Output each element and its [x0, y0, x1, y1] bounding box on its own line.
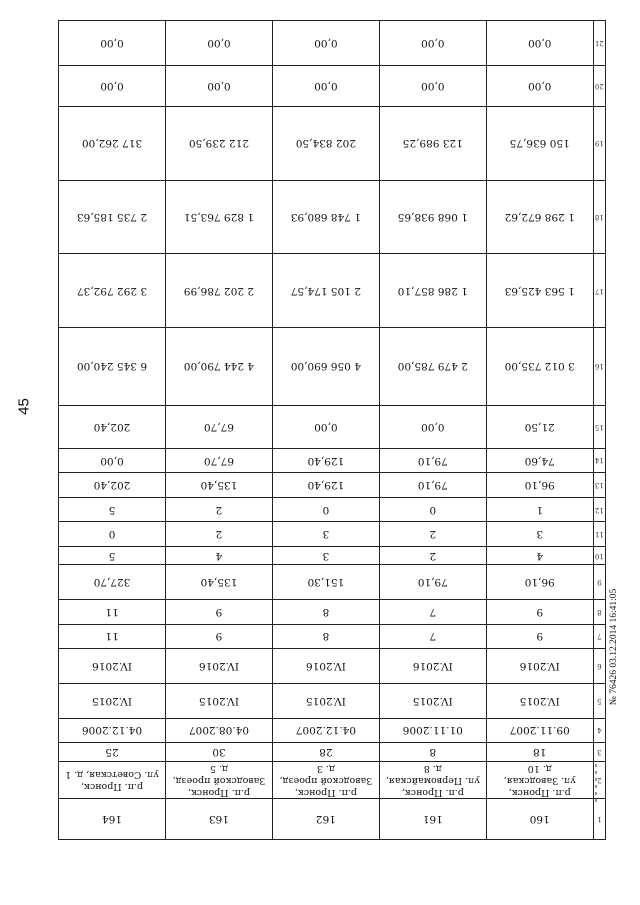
table-cell: 0,00 — [59, 21, 166, 66]
table-cell: 0,00 — [486, 66, 593, 107]
table-row — [59, 565, 606, 600]
page-number: 45 — [15, 398, 33, 415]
column-number: 14 — [593, 448, 605, 473]
table-cell: 161 — [379, 799, 486, 840]
table-cell: 09.11.2007 — [486, 718, 593, 743]
table-cell: 96,10 — [486, 473, 593, 498]
table-cell: 1 068 938,65 — [379, 180, 486, 254]
table-row — [59, 683, 606, 718]
table-cell: 1 748 680,93 — [272, 180, 379, 254]
table-row — [59, 649, 606, 684]
column-number: 17 — [593, 254, 605, 328]
column-number: 6 — [593, 649, 605, 684]
table-row — [59, 448, 606, 473]
table-cell: 04.08.2007 — [165, 718, 272, 743]
table-cell: 0,00 — [379, 66, 486, 107]
table-cell: 1 563 425,63 — [486, 254, 593, 328]
table-cell: 0,00 — [379, 405, 486, 448]
table-row — [59, 761, 606, 798]
table-cell: 79,10 — [379, 448, 486, 473]
table-cell: 79,10 — [379, 565, 486, 600]
table-cell: р.п. Пронск, ул. Заводская, д. 10 — [486, 761, 593, 798]
table-row — [59, 522, 606, 547]
table-cell: 67,70 — [165, 405, 272, 448]
table-cell: 2 — [379, 522, 486, 547]
register-table — [58, 20, 606, 840]
column-number: 13 — [593, 473, 605, 498]
column-number: 12 — [593, 497, 605, 522]
table-cell: 04.12.2006 — [59, 718, 166, 743]
table-cell: 3 012 735,00 — [486, 328, 593, 406]
table-cell: IV.2016 — [165, 649, 272, 684]
table-cell: 129,40 — [272, 448, 379, 473]
table-cell: 0,00 — [379, 21, 486, 66]
table-cell: 7 — [379, 600, 486, 625]
table-cell: 0,00 — [59, 448, 166, 473]
table-cell: IV.2015 — [379, 683, 486, 718]
table-cell: 5 — [59, 546, 166, 564]
table-cell: 135,40 — [165, 565, 272, 600]
table-row — [59, 107, 606, 181]
table-cell: 3 — [272, 522, 379, 547]
column-number: 7 — [593, 624, 605, 649]
column-number: 4 — [593, 718, 605, 743]
table-cell: 6 345 240,00 — [59, 328, 166, 406]
table-cell: IV.2016 — [486, 649, 593, 684]
table-row — [59, 718, 606, 743]
table-cell: 1 286 857,10 — [379, 254, 486, 328]
table-cell: 0,00 — [486, 21, 593, 66]
table-cell: 0,00 — [272, 21, 379, 66]
table-row — [59, 546, 606, 564]
table-cell: IV.2015 — [165, 683, 272, 718]
table-cell: 4 244 790,00 — [165, 328, 272, 406]
table-cell: 30 — [165, 743, 272, 761]
table-cell: 151,30 — [272, 565, 379, 600]
table-cell: 0 — [272, 497, 379, 522]
column-number: 2 — [593, 761, 605, 798]
table-cell: 3 292 792,37 — [59, 254, 166, 328]
registration-stamp-text: № 76426 03.12.2014 16:41:05 — [609, 588, 619, 706]
table-cell: 9 — [165, 624, 272, 649]
table-cell: 11 — [59, 624, 166, 649]
table-cell: 18 — [486, 743, 593, 761]
table-row — [59, 254, 606, 328]
table-cell: IV.2016 — [379, 649, 486, 684]
table-cell: IV.2015 — [59, 683, 166, 718]
table-cell: 8 — [272, 600, 379, 625]
column-number: 20 — [593, 66, 605, 107]
table-cell: 4 — [486, 546, 593, 564]
table-cell: 135,40 — [165, 473, 272, 498]
table-cell: 327,70 — [59, 565, 166, 600]
table-cell: 2 — [165, 522, 272, 547]
table-cell: 129,40 — [272, 473, 379, 498]
table-cell: 74,60 — [486, 448, 593, 473]
column-number: 1 — [593, 799, 605, 840]
column-number: 3 — [593, 743, 605, 761]
table-cell: 9 — [165, 600, 272, 625]
table-cell: IV.2015 — [486, 683, 593, 718]
table-cell: 28 — [272, 743, 379, 761]
table-cell: 0,00 — [165, 21, 272, 66]
table-cell: 0,00 — [165, 66, 272, 107]
column-number: 10 — [593, 546, 605, 564]
table-cell: 1 298 672,62 — [486, 180, 593, 254]
table-cell: 1 — [486, 497, 593, 522]
table-cell: IV.2015 — [272, 683, 379, 718]
table-cell: 2 105 174,57 — [272, 254, 379, 328]
table-cell: 123 989,25 — [379, 107, 486, 181]
table-row — [59, 497, 606, 522]
table-cell: 1 829 763,51 — [165, 180, 272, 254]
rotated-table-container — [58, 20, 606, 840]
column-number: 19 — [593, 107, 605, 181]
table-cell: 5 — [59, 497, 166, 522]
column-number: 21 — [593, 21, 605, 66]
table-cell: 9 — [486, 600, 593, 625]
table-cell: 79,10 — [379, 473, 486, 498]
table-cell: 4 — [165, 546, 272, 564]
table-cell: 9 — [486, 624, 593, 649]
table-cell: р.п. Пронск, ул. Советская, д. 1 — [59, 761, 166, 798]
table-cell: 202,40 — [59, 473, 166, 498]
table-cell: 01.11.2006 — [379, 718, 486, 743]
table-cell: 2 — [379, 546, 486, 564]
table-cell: 3 — [486, 522, 593, 547]
table-cell: 150 636,75 — [486, 107, 593, 181]
table-row — [59, 405, 606, 448]
table-cell: 21,50 — [486, 405, 593, 448]
table-row — [59, 328, 606, 406]
table-cell: 67,70 — [165, 448, 272, 473]
table-cell: 04.12.2007 — [272, 718, 379, 743]
table-cell: 25 — [59, 743, 166, 761]
column-number: 16 — [593, 328, 605, 406]
data-table — [58, 20, 606, 840]
table-cell: 2 — [165, 497, 272, 522]
table-cell: 202,40 — [59, 405, 166, 448]
table-cell: 162 — [272, 799, 379, 840]
table-cell: IV.2016 — [272, 649, 379, 684]
table-cell: 8 — [272, 624, 379, 649]
registration-stamp — [604, 560, 618, 740]
table-row — [59, 743, 606, 761]
table-cell: р.п. Пронск, Заводской проезд, д. 5 — [165, 761, 272, 798]
column-number: 8 — [593, 600, 605, 625]
table-cell: р.п. Пронск, Заводской проезд, д. 3 — [272, 761, 379, 798]
table-cell: 0,00 — [59, 66, 166, 107]
table-cell: 164 — [59, 799, 166, 840]
table-cell: 96,10 — [486, 565, 593, 600]
table-row — [59, 180, 606, 254]
table-cell: 8 — [379, 743, 486, 761]
column-number: 9 — [593, 565, 605, 600]
table-row — [59, 21, 606, 66]
table-row — [59, 624, 606, 649]
table-cell: 2 202 786,99 — [165, 254, 272, 328]
table-cell: р.п. Пронск, ул. Первомайская, д. 8 — [379, 761, 486, 798]
table-cell: 7 — [379, 624, 486, 649]
table-cell: 2 479 785,00 — [379, 328, 486, 406]
table-cell: 202 834,50 — [272, 107, 379, 181]
table-cell: 11 — [59, 600, 166, 625]
table-cell: 0,00 — [272, 405, 379, 448]
table-cell: 0 — [59, 522, 166, 547]
column-number: 15 — [593, 405, 605, 448]
table-cell: 212 239,50 — [165, 107, 272, 181]
table-cell: 163 — [165, 799, 272, 840]
column-number: 18 — [593, 180, 605, 254]
table-cell: 0,00 — [272, 66, 379, 107]
table-cell: 160 — [486, 799, 593, 840]
table-row — [59, 473, 606, 498]
table-cell: 3 — [272, 546, 379, 564]
table-cell: 2 735 185,63 — [59, 180, 166, 254]
stamp-seal-mark — [592, 760, 602, 820]
column-number: 11 — [593, 522, 605, 547]
table-row — [59, 600, 606, 625]
table-row — [59, 799, 606, 840]
column-number: 5 — [593, 683, 605, 718]
table-row — [59, 66, 606, 107]
table-cell: IV.2016 — [59, 649, 166, 684]
table-cell: 0 — [379, 497, 486, 522]
table-cell: 317 262,00 — [59, 107, 166, 181]
table-cell: 4 056 690,00 — [272, 328, 379, 406]
